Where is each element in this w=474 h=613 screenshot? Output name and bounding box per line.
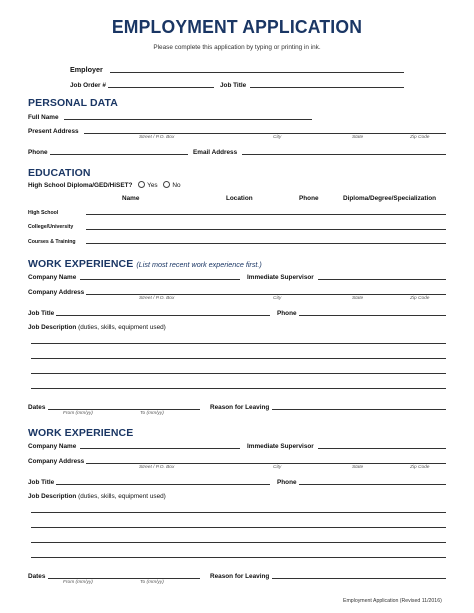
job-order-field[interactable] [108, 87, 214, 88]
w2-description-line-2[interactable] [31, 527, 446, 528]
w2-reason-label: Reason for Leaving [210, 573, 270, 580]
work-experience-1-title: WORK EXPERIENCE [28, 258, 134, 270]
w1-dates-label: Dates [28, 404, 46, 411]
w1-description-line-1[interactable] [31, 343, 446, 344]
yes-radio[interactable] [138, 181, 145, 188]
full-name-label: Full Name [28, 114, 59, 121]
w2-phone-label: Phone [277, 479, 297, 486]
personal-data-heading: PERSONAL DATA [28, 97, 118, 109]
full-name-field[interactable] [64, 119, 312, 120]
diploma-question [28, 181, 181, 189]
w2-job-description-title: Job Description [28, 493, 77, 500]
college-field[interactable] [86, 229, 446, 230]
high-school-label: High School [28, 210, 59, 216]
w2-supervisor-label: Immediate Supervisor [247, 443, 314, 450]
w2-company-address-field[interactable] [86, 463, 446, 464]
work-experience-2-heading: WORK EXPERIENCE [28, 427, 134, 439]
w1-phone-label: Phone [277, 310, 297, 317]
w2-supervisor-field[interactable] [318, 448, 446, 449]
no-label: No [172, 182, 181, 189]
w1-job-description-title: Job Description [28, 324, 77, 331]
w2-dates-field[interactable] [48, 578, 200, 579]
employer-label: Employer [70, 65, 103, 74]
courses-field[interactable] [86, 243, 446, 244]
footer-revision: Employment Application (Revised 11/2016) [343, 598, 442, 604]
no-radio[interactable] [163, 181, 170, 188]
city-caption: City [273, 135, 282, 140]
street-caption: Street / P.O. Box [139, 135, 175, 140]
w2-description-line-1[interactable] [31, 512, 446, 513]
w1-description-line-4[interactable] [31, 388, 446, 389]
job-order-label: Job Order # [70, 82, 106, 89]
w1-company-address-field[interactable] [86, 294, 446, 295]
w1-job-title-field[interactable] [56, 315, 270, 316]
diploma-question-label: High School Diploma/GED/HiSET? [28, 182, 133, 189]
work-experience-1-note: (List most recent work experience first.) [136, 260, 262, 269]
present-address-label: Present Address [28, 128, 79, 135]
w1-from-caption: From (mm/yy) [63, 411, 93, 416]
w2-dates-label: Dates [28, 573, 46, 580]
w1-description-line-2[interactable] [31, 358, 446, 359]
email-field[interactable] [242, 154, 446, 155]
phone-field[interactable] [50, 154, 188, 155]
job-title-top-field[interactable] [250, 87, 404, 88]
work-experience-1-heading [28, 258, 262, 270]
w2-from-caption: From (mm/yy) [63, 580, 93, 585]
w1-zip-caption: Zip Code [410, 296, 430, 301]
state-caption: State [352, 135, 364, 140]
college-label: College/University [28, 224, 74, 230]
high-school-field[interactable] [86, 214, 446, 215]
w1-supervisor-label: Immediate Supervisor [247, 274, 314, 281]
present-address-field[interactable] [84, 133, 446, 134]
col-location: Location [226, 195, 253, 202]
col-name: Name [122, 195, 140, 202]
w2-job-title-label: Job Title [28, 479, 55, 486]
w1-supervisor-field[interactable] [318, 279, 446, 280]
w2-job-description-label [28, 493, 166, 500]
page-subtitle: Please complete this application by typing or printing in ink. [153, 44, 321, 51]
education-heading: EDUCATION [28, 167, 91, 179]
w1-job-title-label: Job Title [28, 310, 55, 317]
w1-phone-field[interactable] [299, 315, 446, 316]
col-diploma: Diploma/Degree/Specialization [343, 195, 437, 202]
w1-reason-label: Reason for Leaving [210, 404, 270, 411]
yes-label: Yes [147, 182, 158, 189]
w1-to-caption: To (mm/yy) [140, 411, 164, 416]
w2-city-caption: City [273, 465, 282, 470]
w2-job-title-field[interactable] [56, 484, 270, 485]
w2-company-address-label: Company Address [28, 458, 85, 465]
w1-company-address-label: Company Address [28, 289, 85, 296]
w2-state-caption: State [352, 465, 364, 470]
employer-field[interactable] [110, 72, 404, 73]
w2-description-line-4[interactable] [31, 557, 446, 558]
w1-description-line-3[interactable] [31, 373, 446, 374]
email-label: Email Address [193, 149, 238, 156]
w1-company-name-label: Company Name [28, 274, 77, 281]
w1-job-description-note: (duties, skills, equipment used) [78, 324, 166, 331]
w2-phone-field[interactable] [299, 484, 446, 485]
w1-job-description-label [28, 324, 166, 331]
w2-zip-caption: Zip Code [410, 465, 430, 470]
w1-street-caption: Street / P.O. Box [139, 296, 175, 301]
w1-dates-field[interactable] [48, 409, 200, 410]
phone-label: Phone [28, 149, 48, 156]
w2-reason-field[interactable] [272, 578, 446, 579]
w2-description-line-3[interactable] [31, 542, 446, 543]
w2-street-caption: Street / P.O. Box [139, 465, 175, 470]
w1-company-name-field[interactable] [80, 279, 240, 280]
w2-job-description-note: (duties, skills, equipment used) [78, 493, 166, 500]
w1-reason-field[interactable] [272, 409, 446, 410]
w1-city-caption: City [273, 296, 282, 301]
courses-label: Courses & Training [28, 239, 76, 245]
page-title: EMPLOYMENT APPLICATION [111, 16, 363, 37]
col-phone: Phone [299, 195, 319, 202]
job-title-top-label: Job Title [220, 82, 247, 89]
w2-to-caption: To (mm/yy) [140, 580, 164, 585]
w1-state-caption: State [352, 296, 364, 301]
w2-company-name-label: Company Name [28, 443, 77, 450]
w2-company-name-field[interactable] [80, 448, 240, 449]
zip-caption: Zip Code [410, 135, 430, 140]
